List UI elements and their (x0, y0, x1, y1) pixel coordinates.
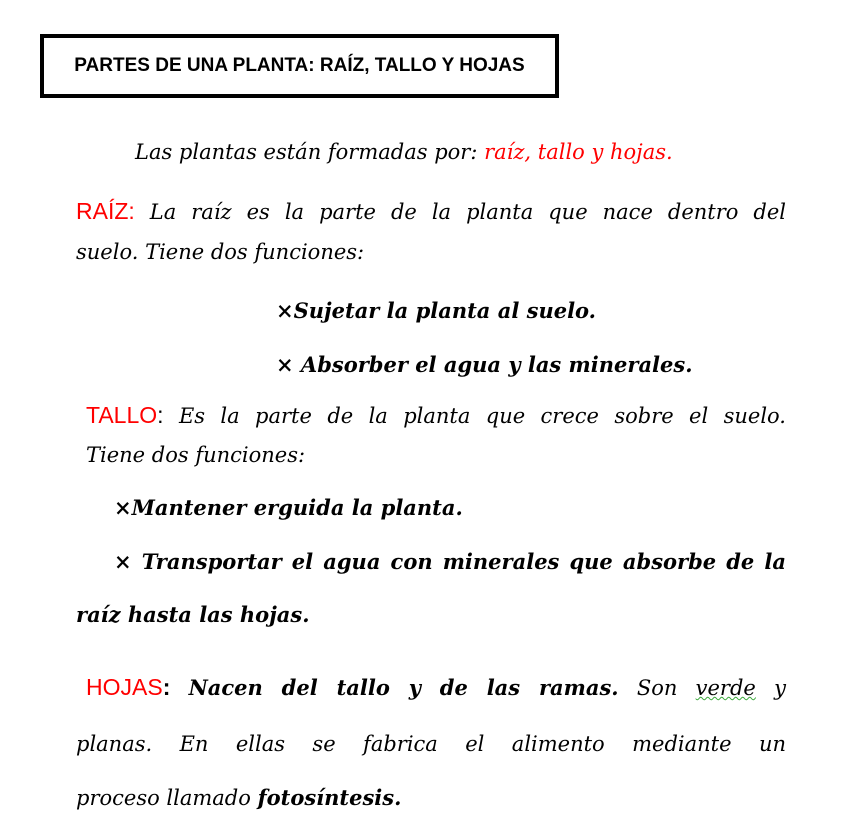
hojas-line3-text: proceso llamado (76, 786, 251, 810)
hojas-text1: Son (636, 676, 678, 700)
hojas-label: HOJAS (86, 674, 163, 700)
hojas-bold-text: Nacen del tallo y de las ramas. (188, 675, 619, 700)
tallo-bullet-1: ×Mantener erguida la planta. (114, 495, 463, 520)
raiz-line1 (76, 198, 786, 225)
tallo-bullet-2: × Transportar el agua con minerales que absorbe de la (114, 549, 786, 574)
tallo-line2: Tiene dos funciones: (86, 443, 306, 467)
raiz-line2: suelo. Tiene dos funciones: (76, 240, 365, 264)
hojas-line3 (76, 785, 401, 810)
hojas-text2: y (774, 676, 786, 700)
intro-highlight: raíz, tallo y hojas. (484, 140, 673, 164)
intro-text: Las plantas están formadas por: (135, 140, 485, 164)
title-box (40, 34, 559, 98)
tallo-bullet-2-cont: raíz hasta las hojas. (76, 602, 310, 627)
hojas-line1 (86, 674, 786, 701)
tallo-label: TALLO (86, 402, 158, 428)
photosynthesis-term: fotosíntesis. (257, 785, 402, 810)
intro-line (135, 140, 673, 164)
hojas-line2: planas. En ellas se fabrica el alimento mediante un (76, 732, 786, 756)
raiz-bullet-1: ×Sujetar la planta al suelo. (276, 298, 596, 323)
raiz-colon: : (128, 198, 135, 224)
raiz-text: La raíz es la parte de la planta que nace dentro del (149, 200, 786, 224)
tallo-text: Es la parte de la planta que crece sobre el suelo. (178, 404, 786, 428)
raiz-label: RAÍZ (76, 198, 129, 224)
hojas-colon: : (162, 674, 171, 700)
raiz-bullet-2: × Absorber el agua y las minerales. (276, 352, 693, 377)
page-title: PARTES DE UNA PLANTA: RAÍZ, TALLO Y HOJAS (74, 55, 525, 76)
spellcheck-word: verde (695, 676, 756, 700)
tallo-colon: : (157, 402, 164, 428)
tallo-line1 (86, 402, 786, 429)
